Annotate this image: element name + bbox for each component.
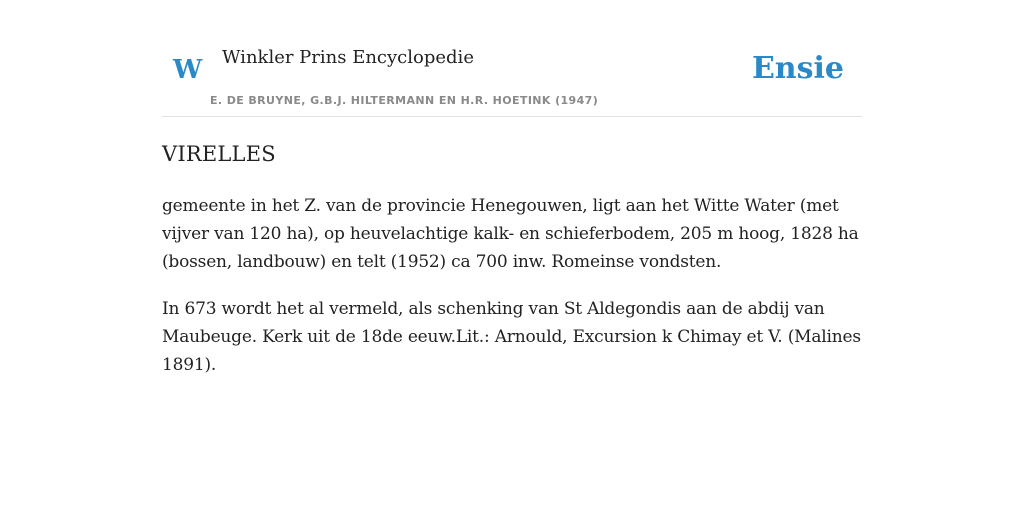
entry-title: VIRELLES (162, 142, 276, 166)
entry-article (162, 138, 862, 398)
ensie-logo-link[interactable]: Ensie (751, 51, 844, 86)
book-title: Winkler Prins Encyclopedie (222, 47, 474, 68)
authors-line: E. DE BRUYNE, G.B.J. HILTERMANN EN H.R. HOETINK (1947) (210, 94, 599, 107)
entry-paragraph: In 673 wordt het al vermeld, als schenking van St Aldegondis aan de abdij van Maubeuge. Kerk uit de 18de eeuw.Lit.: Arnould, Excursion k Chimay et V. (Malines 1891). (162, 299, 861, 375)
winkler-prins-logo[interactable]: W (173, 55, 203, 85)
entry-paragraph: gemeente in het Z. van de provincie Henegouwen, ligt aan het Witte Water (met vijver van 120 ha), op heuvelachtige kalk- en schieferbodem, 205 m hoog, 1828 ha (bossen, landbouw) en telt (1952) ca 700 inw. Romeinse vondsten. (162, 196, 859, 272)
encyclopedia-header (162, 0, 862, 117)
